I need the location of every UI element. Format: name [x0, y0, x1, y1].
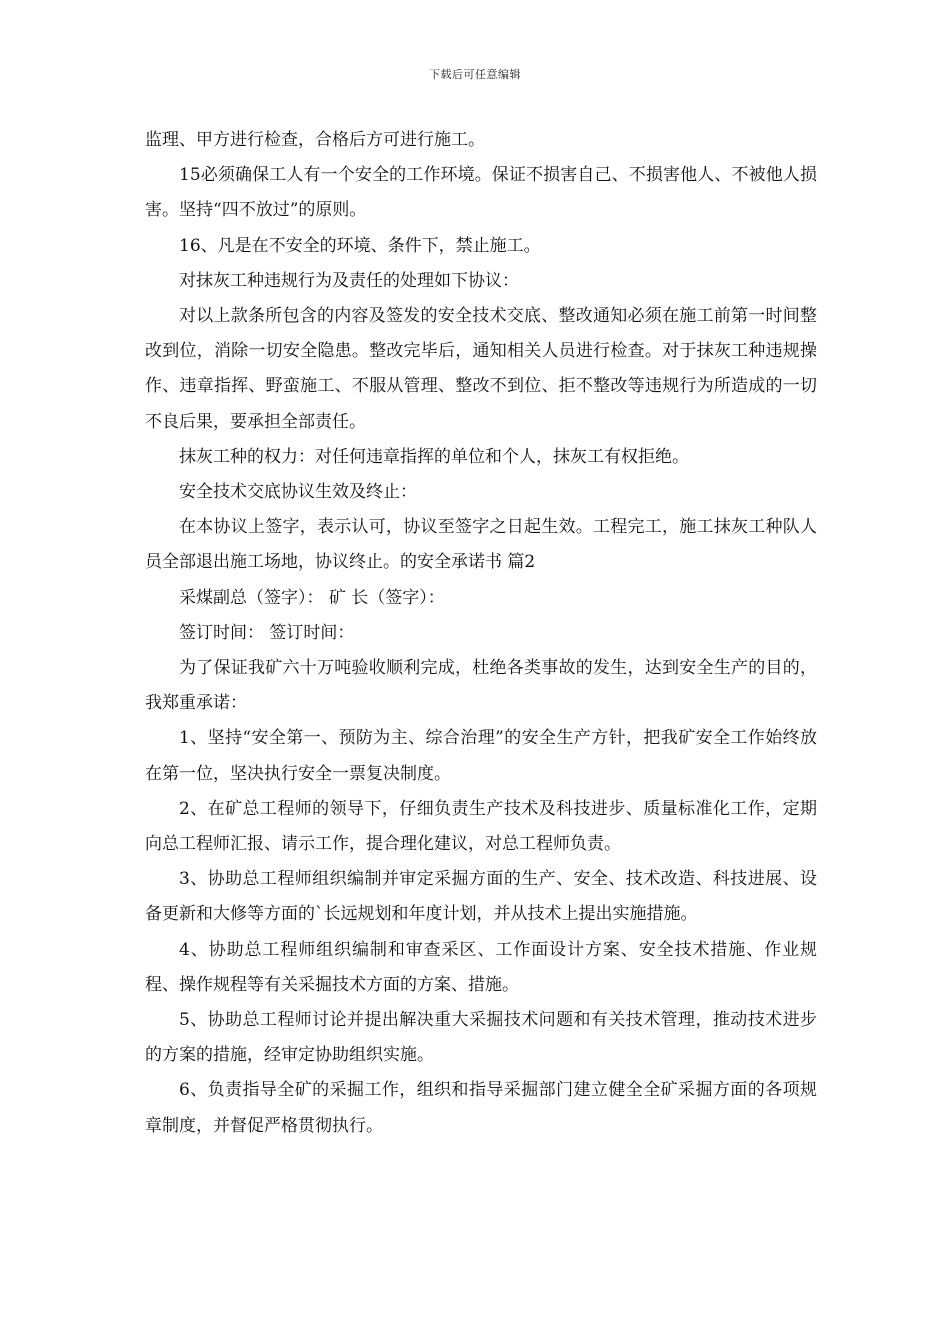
- page-header: 下载后可任意编辑: [429, 68, 521, 81]
- paragraph: 为了保证我矿六十万吨验收顺利完成，杜绝各类事故的发生，达到安全生产的目的，我郑重承诺：: [145, 658, 817, 714]
- paragraph: 对以上款条所包含的内容及签发的安全技术交底、整改通知必须在施工前第一时间整改到位，消除一切安全隐患。整改完毕后，通知相关人员进行检查。对于抹灰工种违规操作、违章指挥、野蛮施工、不服从管理、整改不到位、拒不整改等违规行为所造成的一切不良后果，要承担全部责任。: [145, 306, 817, 432]
- document-body: [145, 123, 817, 1144]
- list-item: 5、协助总工程师讨论并提出解决重大采掘技术问题和有关技术管理，推动技术进步的方案的措施，经审定协助组织实施。: [145, 1010, 817, 1066]
- paragraph: 抹灰工种的权力：对任何违章指挥的单位和个人，抹灰工有权拒绝。: [179, 446, 689, 467]
- list-item: 6、负责指导全矿的采掘工作，组织和指导采掘部门建立健全全矿采掘方面的各项规章制度，并督促严格贯彻执行。: [145, 1080, 817, 1136]
- signature-line: 采煤副总（签字）： 矿 长（签字）：: [179, 587, 445, 608]
- list-item: 1、坚持“安全第一、预防为主、综合治理”的安全生产方针，把我矿安全工作始终放在第一位，坚决执行安全一票复决制度。: [145, 728, 817, 784]
- list-item: 4、协助总工程师组织编制和审查采区、工作面设计方案、安全技术措施、作业规程、操作规程等有关采掘技术方面的方案、措施。: [145, 939, 817, 995]
- paragraph: 在本协议上签字，表示认可，协议至签字之日起生效。工程完工，施工抹灰工种队人员全部退出施工场地，协议终止。的安全承诺书 篇2: [145, 517, 817, 573]
- paragraph: 安全技术交底协议生效及终止：: [179, 482, 417, 503]
- paragraph: 监理、甲方进行检查，合格后方可进行施工。: [145, 130, 485, 150]
- signing-date-line: 签订时间： 签订时间：: [179, 622, 355, 643]
- paragraph: 15必须确保工人有一个安全的工作环境。保证不损害自己、不损害他人、不被他人损害。坚持“四不放过”的原则。: [145, 165, 817, 221]
- paragraph: 对抹灰工种违规行为及责任的处理如下协议：: [179, 270, 519, 291]
- list-item: 2、在矿总工程师的领导下，仔细负责生产技术及科技进步、质量标准化工作，定期向总工程师汇报、请示工作，提合理化建议，对总工程师负责。: [145, 798, 817, 855]
- list-item: 3、协助总工程师组织编制并审定采掘方面的生产、安全、技术改造、科技进展、设备更新和大修等方面的`长远规划和年度计划，并从技术上提出实施措施。: [145, 869, 817, 925]
- paragraph: 16、凡是在不安全的环境、条件下，禁止施工。: [179, 235, 541, 256]
